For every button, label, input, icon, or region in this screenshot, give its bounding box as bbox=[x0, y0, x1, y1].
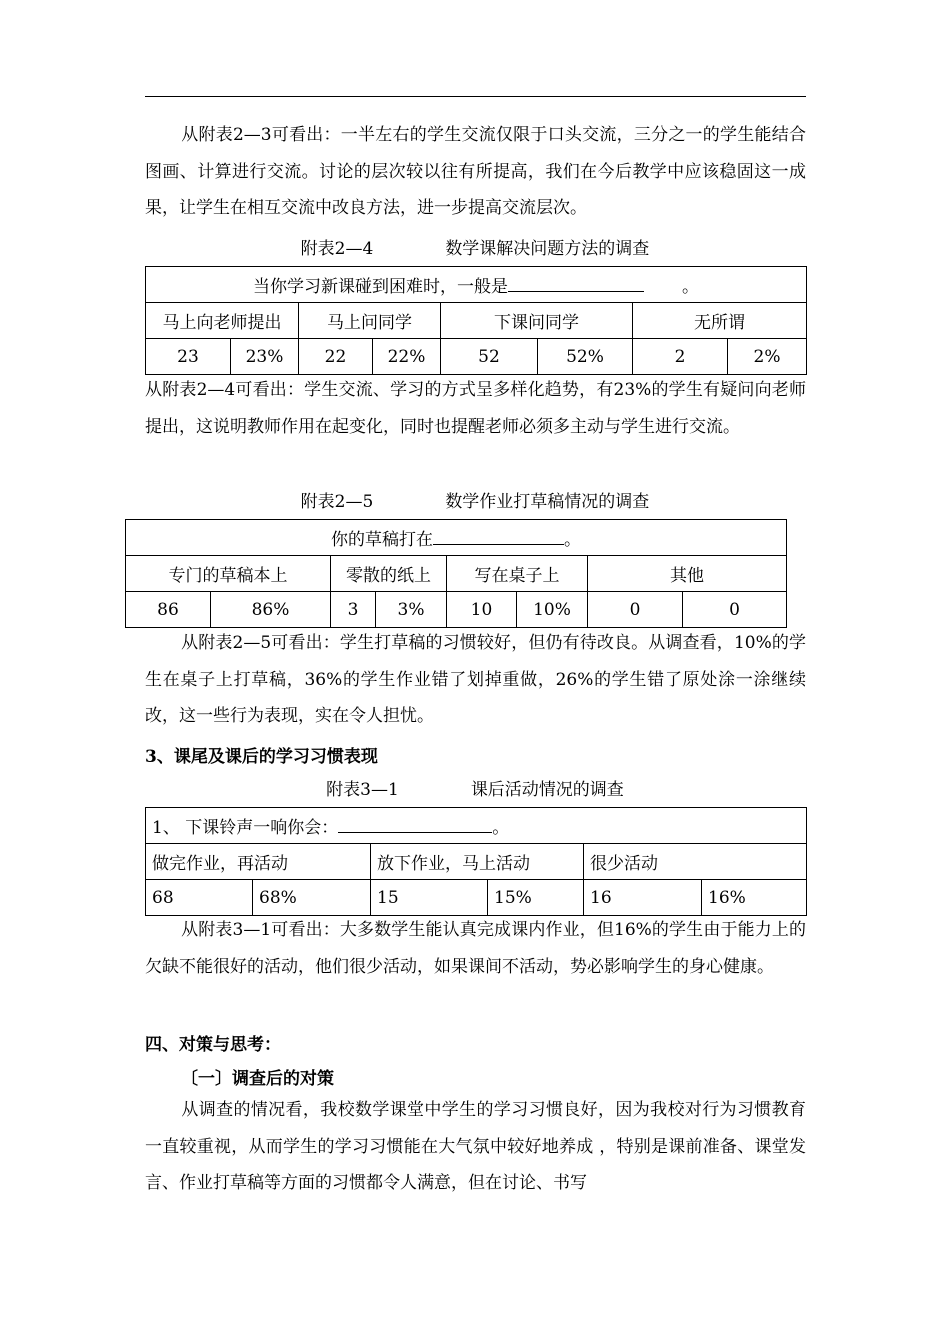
table3-option-3: 很少活动 bbox=[584, 844, 807, 880]
table2-value: 3 bbox=[331, 592, 376, 628]
table2-caption-title: 数学作业打草稿情况的调查 bbox=[445, 492, 650, 512]
paragraph-3: 从附表2—5可看出：学生打草稿的习惯较好，但仍有待改良。从调查看，10%的学生在桌子上打草稿，36%的学生作业错了划掉重做，26%的学生错了原处涂一涂继续改，这一些行为表现，实在令人担忧。 bbox=[145, 633, 806, 726]
table1-option-1: 马上向老师提出 bbox=[146, 303, 299, 339]
table2-option-2: 零散的纸上 bbox=[331, 556, 447, 592]
paragraph-1: 从附表2—3可看出：一半左右的学生交流仅限于口头交流，三分之一的学生能结合图画、计算进行交流。讨论的层次较以往有所提高，我们在今后教学中应该稳固这一成果，让学生在相互交流中改良方法，进一步提高交流层次。 bbox=[145, 125, 806, 218]
table3-value: 15 bbox=[371, 880, 488, 916]
table3-option-2: 放下作业，马上活动 bbox=[371, 844, 584, 880]
table3-caption bbox=[0, 775, 950, 800]
table1-caption-number: 附表2—4 bbox=[300, 239, 374, 259]
table3-value: 16% bbox=[702, 880, 807, 916]
table2-option-1: 专门的草稿本上 bbox=[126, 556, 331, 592]
table2-caption bbox=[0, 487, 950, 512]
table2-option-3: 写在桌子上 bbox=[447, 556, 588, 592]
table1-value: 22% bbox=[373, 339, 441, 375]
table2-value: 0 bbox=[588, 592, 683, 628]
table3-question: 1、 下课铃声一响你会： 。 bbox=[146, 808, 807, 844]
table2-caption-number: 附表2—5 bbox=[300, 492, 374, 512]
table1-question: 当你学习新课碰到困难时，一般是 。 bbox=[146, 267, 807, 303]
table2-value: 10% bbox=[517, 592, 588, 628]
table1-option-2: 马上问同学 bbox=[299, 303, 441, 339]
table1-value: 52% bbox=[538, 339, 633, 375]
table2-option-4: 其他 bbox=[588, 556, 787, 592]
paragraph-5: 从调查的情况看，我校数学课堂中学生的学习习惯良好，因为我校对行为习惯教育一直较重视，从而学生的学习习惯能在大气氛中较好地养成 ，特别是课前准备、课堂发言、作业打草稿等方面的习惯都令人满意，但在讨论、书写 bbox=[145, 1100, 806, 1193]
table2-value: 0 bbox=[683, 592, 787, 628]
table1-value: 23% bbox=[231, 339, 299, 375]
table1-caption bbox=[0, 234, 950, 259]
survey-table-3 bbox=[145, 807, 807, 916]
table3-caption-number: 附表3—1 bbox=[326, 780, 399, 800]
table3-caption-title: 课后活动情况的调查 bbox=[470, 780, 624, 800]
paragraph-2: 从附表2—4可看出：学生交流、学习的方式呈多样化趋势，有23%的学生有疑问向老师提出，这说明教师作用在起变化，同时也提醒老师必须多主动与学生进行交流。 bbox=[145, 380, 806, 437]
header-rule bbox=[145, 96, 806, 97]
table1-value: 23 bbox=[146, 339, 231, 375]
subsection-heading-4-1: 〔一〕调查后的对策 bbox=[181, 1069, 334, 1089]
survey-table-2 bbox=[125, 519, 787, 628]
table2-value: 3% bbox=[376, 592, 447, 628]
table1-value: 2 bbox=[633, 339, 728, 375]
table2-value: 86 bbox=[126, 592, 211, 628]
paragraph-4: 从附表3—1可看出：大多数学生能认真完成课内作业，但16%的学生由于能力上的欠缺不能很好的活动，他们很少活动，如果课间不活动，势必影响学生的身心健康。 bbox=[145, 920, 806, 977]
section-heading-4: 四、对策与思考： bbox=[145, 1035, 281, 1055]
table1-value: 22 bbox=[299, 339, 373, 375]
table3-option-1: 做完作业，再活动 bbox=[146, 844, 371, 880]
table2-value: 10 bbox=[447, 592, 517, 628]
table1-value: 52 bbox=[441, 339, 538, 375]
table1-option-4: 无所谓 bbox=[633, 303, 807, 339]
survey-table-1 bbox=[145, 266, 807, 375]
table2-question: 你的草稿打在 。 bbox=[126, 520, 787, 556]
table3-value: 68 bbox=[146, 880, 253, 916]
table1-caption-title: 数学课解决问题方法的调查 bbox=[445, 239, 650, 259]
table1-value: 2% bbox=[728, 339, 807, 375]
table2-value: 86% bbox=[211, 592, 331, 628]
section-heading-3: 3、课尾及课后的学习习惯表现 bbox=[145, 747, 378, 767]
table3-value: 16 bbox=[584, 880, 702, 916]
table1-option-3: 下课问同学 bbox=[441, 303, 633, 339]
table3-value: 68% bbox=[253, 880, 371, 916]
table3-value: 15% bbox=[488, 880, 584, 916]
